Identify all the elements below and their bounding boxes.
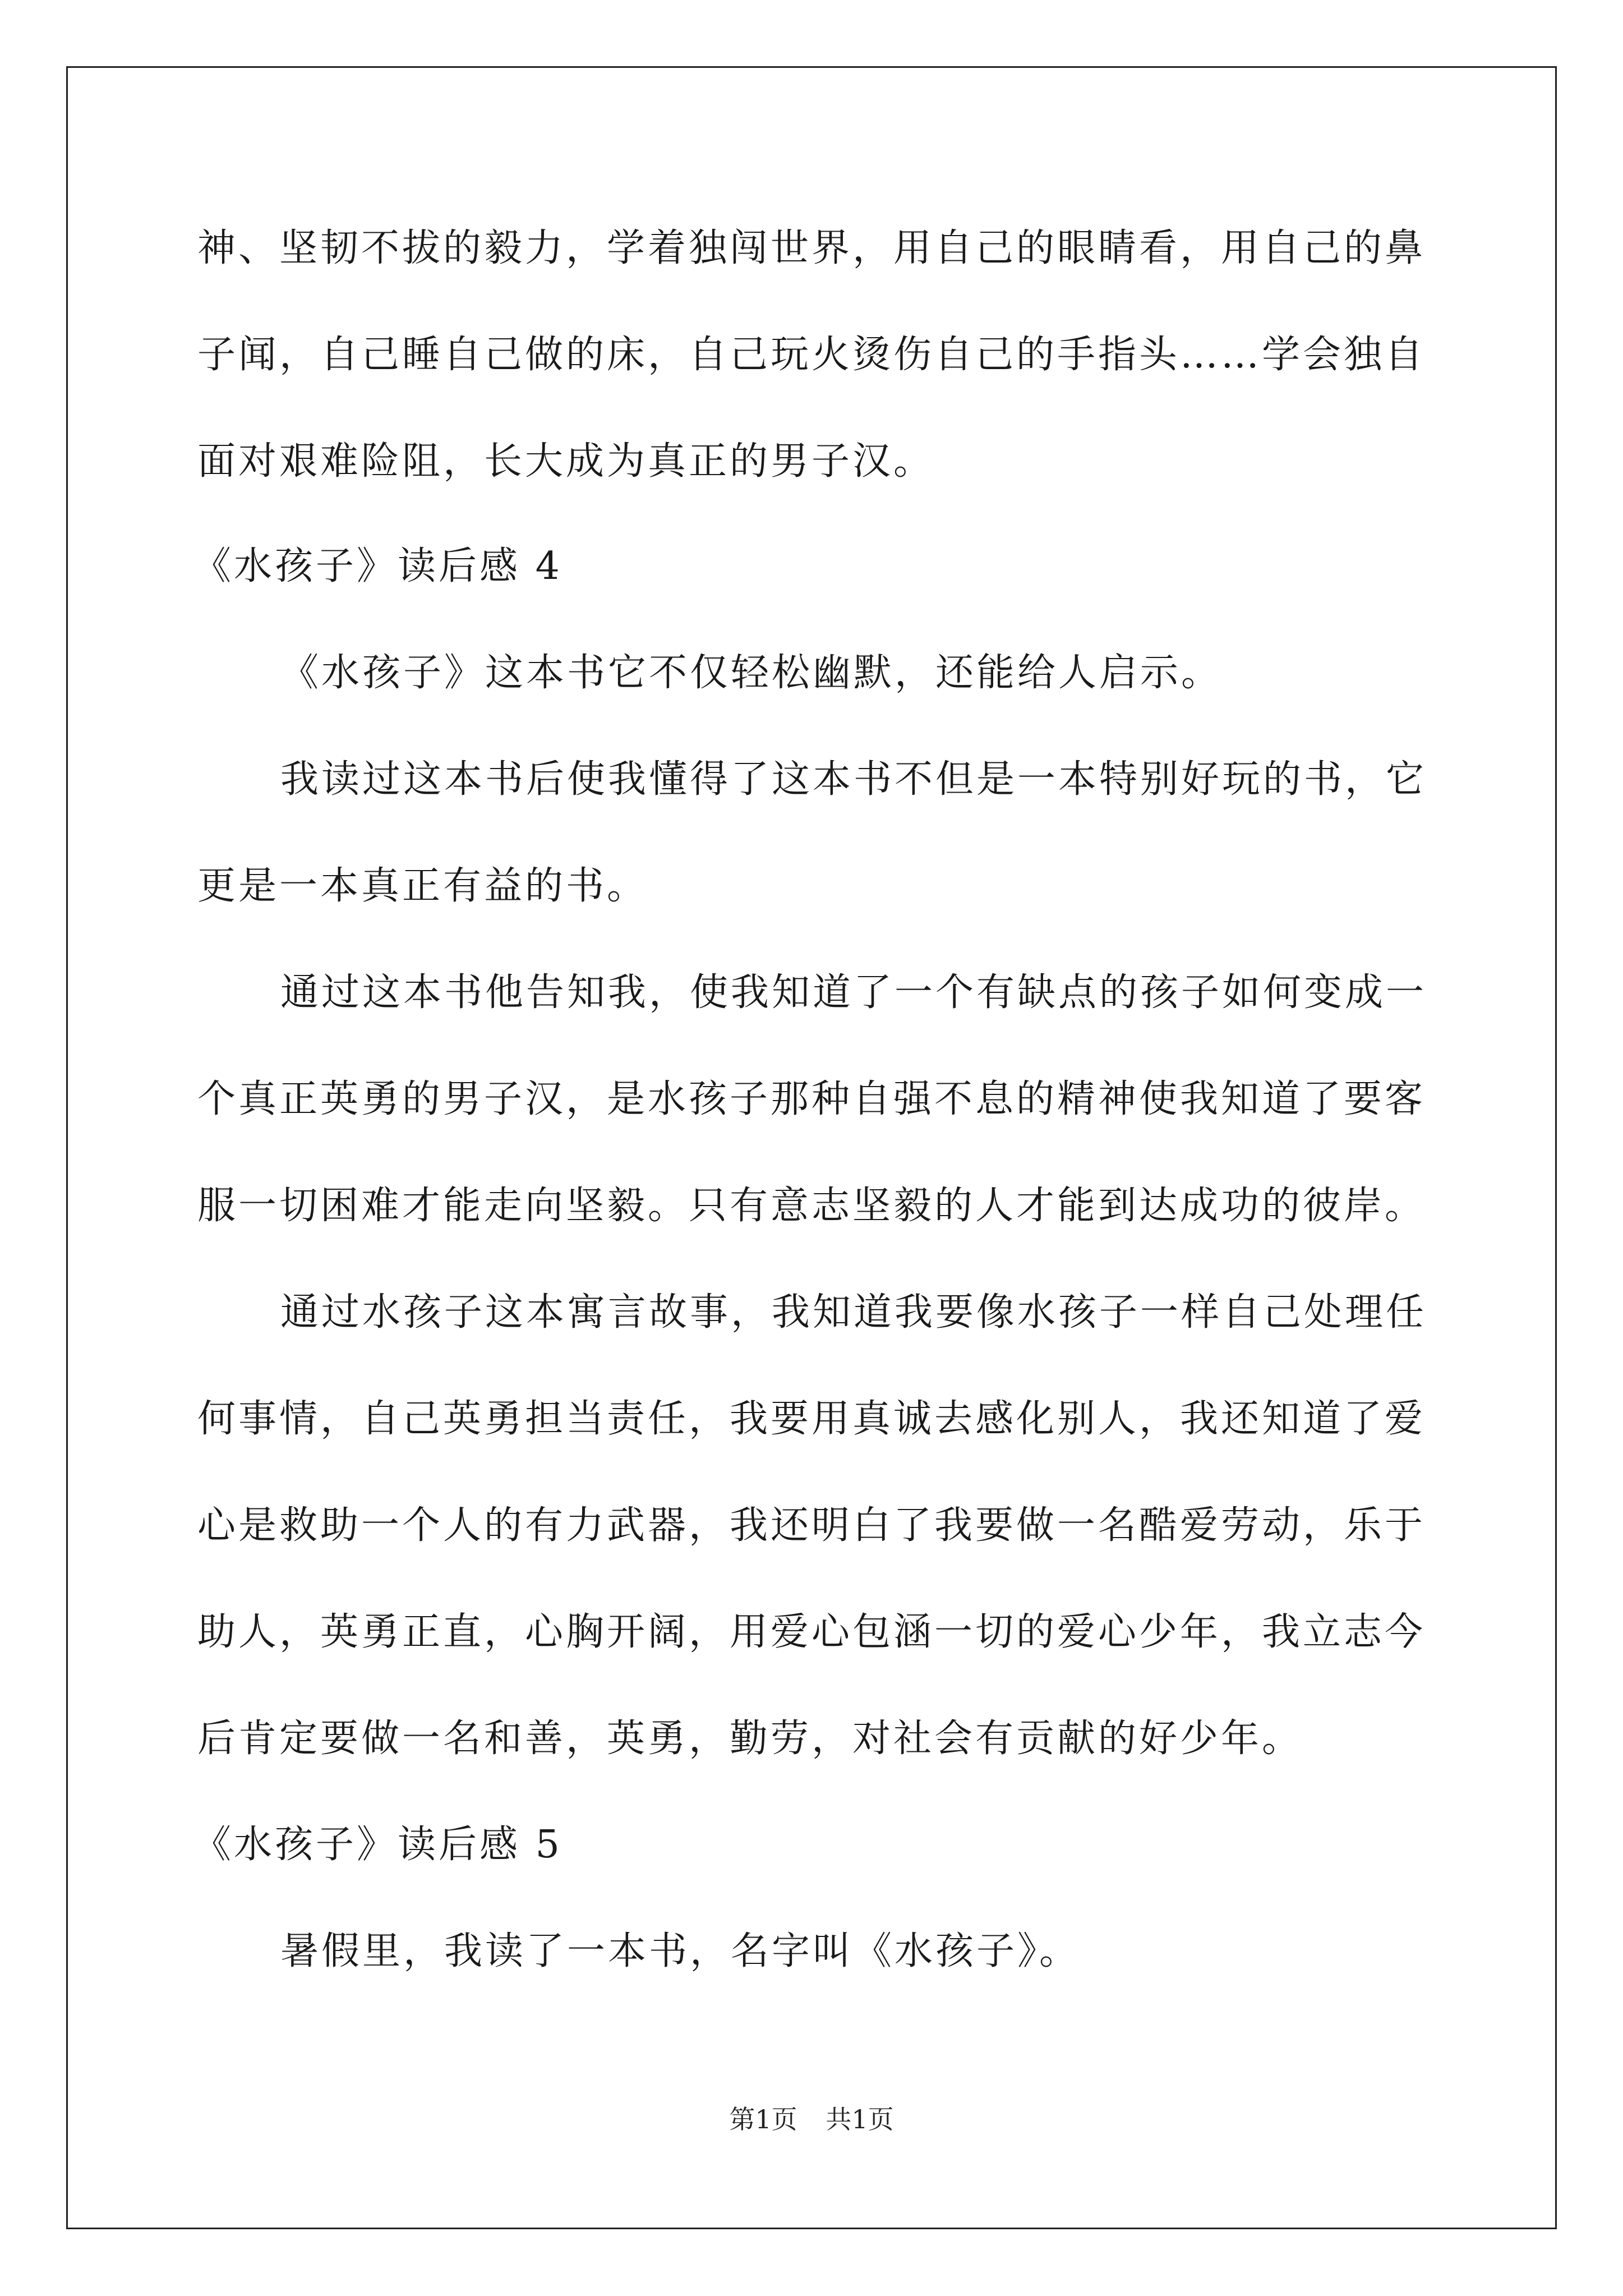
paragraph-line: 心是救助一个人的有力武器，我还明白了我要做一名酷爱劳动，乐于 (197, 1503, 1426, 1548)
paragraph-line: 个真正英勇的男子汉，是水孩子那种自强不息的精神使我知道了要客 (197, 1077, 1426, 1121)
paragraph-line: 《水孩子》这本书它不仅轻松幽默，还能给人启示。 (280, 651, 1223, 695)
page-border (66, 66, 1557, 2229)
paragraph-line: 面对艰难险阻，长大成为真正的男子汉。 (197, 439, 935, 484)
paragraph-line: 通过这本书他告知我，使我知道了一个有缺点的孩子如何变成一 (280, 970, 1427, 1015)
page-number: 第1页 (729, 2104, 797, 2134)
paragraph-line: 暑假里，我读了一本书，名字叫《水孩子》。 (280, 1929, 1081, 1973)
paragraph-line: 我读过这本书后使我懂得了这本书不但是一本特别好玩的书，它 (280, 757, 1427, 802)
paragraph-line: 服一切困难才能走向坚毅。只有意志坚毅的人才能到达成功的彼岸。 (197, 1184, 1426, 1228)
paragraph-line: 后肯定要做一名和善，英勇，勤劳，对社会有贡献的好少年。 (197, 1717, 1303, 1761)
page-footer (0, 2102, 1623, 2136)
paragraph-line: 通过水孩子这本寓言故事，我知道我要像水孩子一样自己处理任 (280, 1290, 1427, 1335)
section-heading: 《水孩子》读后感 5 (193, 1823, 562, 1867)
paragraph-line: 更是一本真正有益的书。 (197, 864, 648, 908)
section-heading: 《水孩子》读后感 4 (193, 544, 562, 588)
paragraph-line: 子闻，自己睡自己做的床，自己玩火烫伤自己的手指头……学会独自 (197, 333, 1426, 377)
page-total: 共1页 (826, 2104, 894, 2134)
paragraph-line: 助人，英勇正直，心胸开阔，用爱心包涵一切的爱心少年，我立志今 (197, 1610, 1426, 1654)
paragraph-line: 神、坚韧不拔的毅力，学着独闯世界，用自己的眼睛看，用自己的鼻 (197, 226, 1426, 270)
paragraph-line: 何事情，自己英勇担当责任，我要用真诚去感化别人，我还知道了爱 (197, 1397, 1426, 1441)
